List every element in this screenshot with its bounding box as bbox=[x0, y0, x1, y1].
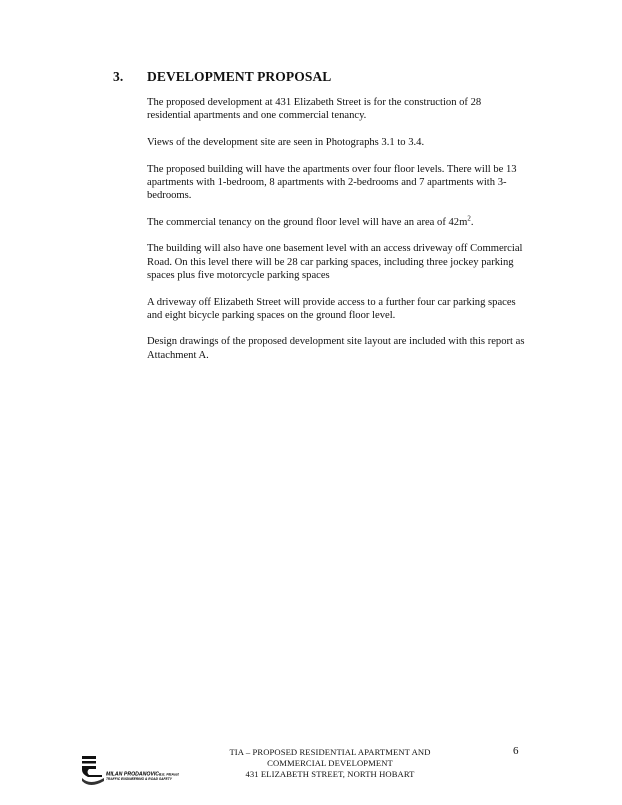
paragraph-commercial-tenancy bbox=[147, 216, 527, 229]
logo-name: MILAN PRODANOVIC bbox=[106, 771, 160, 778]
section-title: DEVELOPMENT PROPOSAL bbox=[147, 69, 332, 84]
paragraph-photographs: Views of the development site are seen in Photographs 3.1 to 3.4. bbox=[147, 136, 425, 148]
paragraph-basement: The building will also have one basement level with an access driveway off Commercial Road. On this level there will be 28 car parking spaces, including three jockey parking spaces plus five motorcycle parking spaces bbox=[147, 243, 523, 281]
page-number: 6 bbox=[513, 745, 519, 757]
paragraph-design-drawings: Design drawings of the proposed development site layout are included with this report as Attachment A. bbox=[147, 336, 525, 361]
section-number: 3. bbox=[113, 69, 124, 84]
footer-line-3: 431 ELIZABETH STREET, NORTH HOBART bbox=[245, 769, 415, 779]
area-superscript: 2 bbox=[467, 214, 471, 223]
logo-tagline: TRAFFIC ENGINEERING & ROAD SAFETY bbox=[106, 777, 172, 781]
commercial-tenancy-end: . bbox=[470, 216, 474, 228]
logo-suffix: B.E. FIEAust bbox=[159, 772, 179, 777]
paragraph-development-summary: The proposed development at 431 Elizabeth Street is for the construction of 28 residential apartments and one commercial tenancy. bbox=[147, 97, 482, 122]
section-heading bbox=[113, 69, 331, 85]
footer-line-2: COMMERCIAL DEVELOPMENT bbox=[267, 758, 393, 768]
company-logo bbox=[80, 756, 180, 786]
footer-title bbox=[200, 747, 460, 780]
footer-line-1: TIA – PROPOSED RESIDENTIAL APARTMENT AND bbox=[229, 747, 431, 757]
section-body bbox=[147, 96, 527, 375]
paragraph-apartments: The proposed building will have the apartments over four floor levels. There will be 13 apartments with 1-bedroom, 8 apartments with 2-bedrooms and 7 apartments with 3- bedrooms. bbox=[147, 163, 517, 202]
commercial-tenancy-text: The commercial tenancy on the ground floor level will have an area of 42m bbox=[147, 216, 468, 228]
paragraph-driveway: A driveway off Elizabeth Street will provide access to a further four car parking spaces and eight bicycle parking spaces on the ground floor level. bbox=[147, 296, 516, 321]
